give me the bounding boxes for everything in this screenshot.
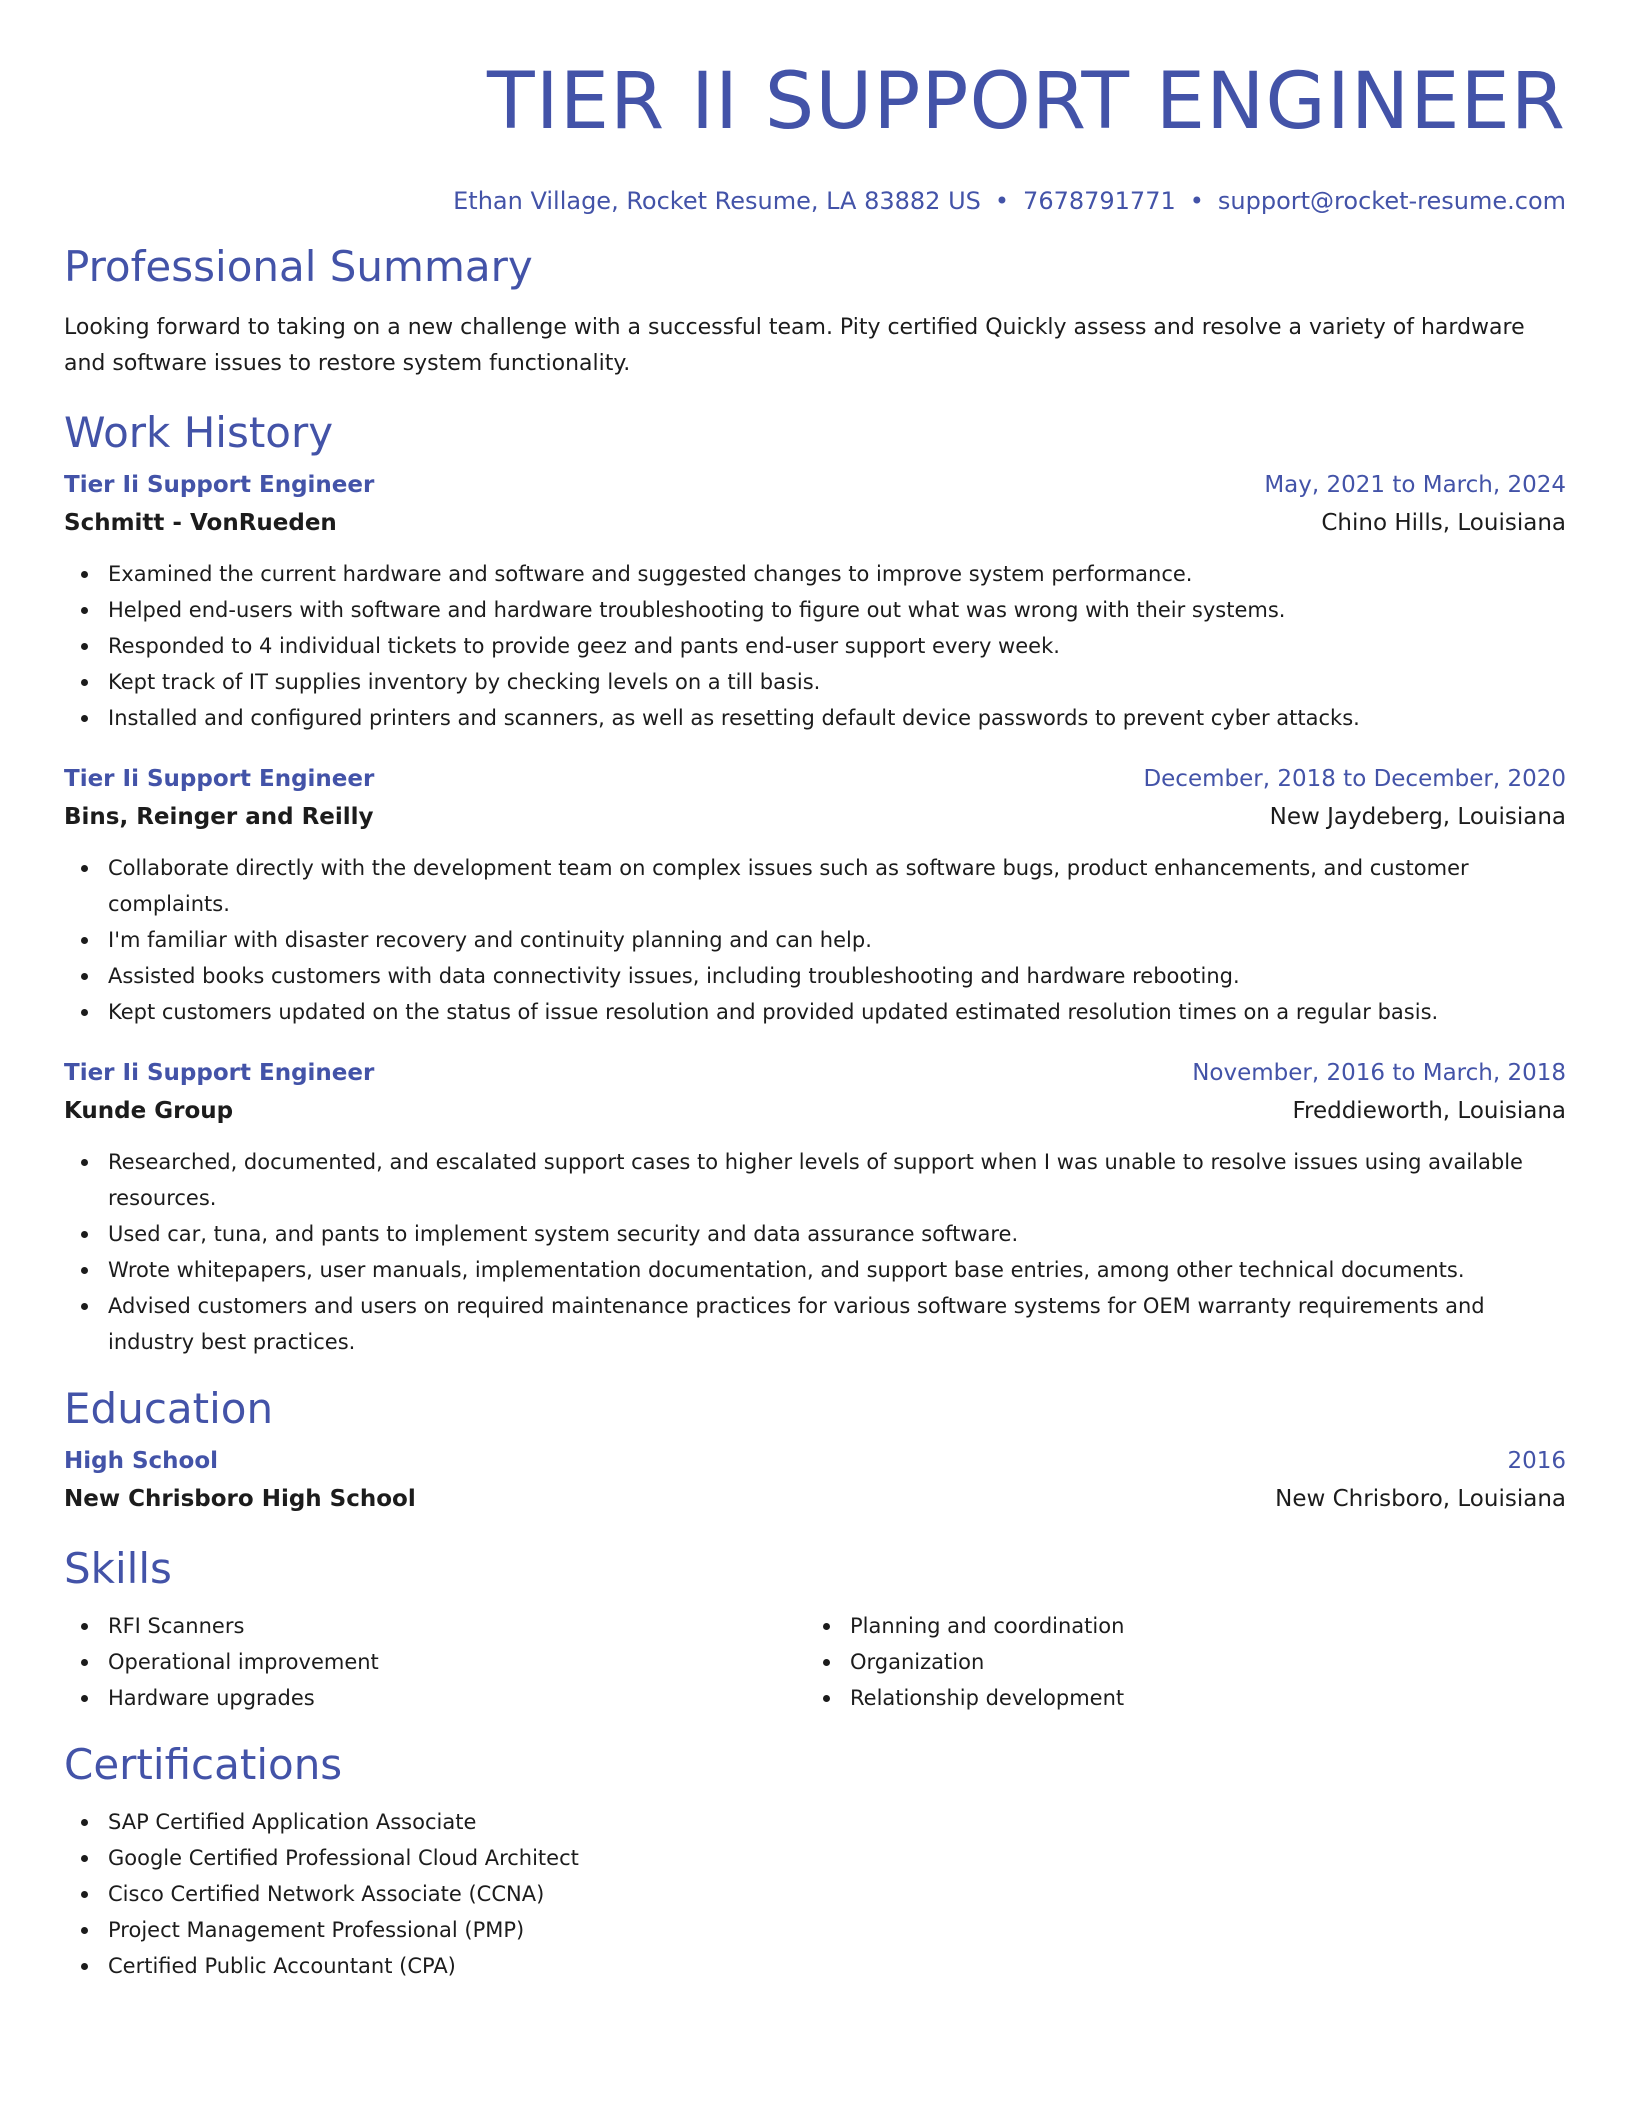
- job-bullet: I'm familiar with disaster recovery and continuity planning and can help.: [108, 922, 1566, 958]
- certification-item: SAP Certified Application Associate: [108, 1804, 1566, 1840]
- skills-column-right: [806, 1608, 1548, 1716]
- education-entry: [64, 1442, 1566, 1518]
- resume-title: TIER II SUPPORT ENGINEER: [487, 57, 1566, 147]
- job-header-row: [64, 1054, 1566, 1092]
- job-company: Schmitt - VonRueden: [64, 510, 337, 536]
- job-role: Tier Ii Support Engineer: [64, 1060, 375, 1086]
- job-dates: December, 2018 to December, 2020: [1143, 766, 1566, 792]
- job-dates: November, 2016 to March, 2018: [1192, 1060, 1566, 1086]
- certification-item: Google Certified Professional Cloud Architect: [108, 1840, 1566, 1876]
- job-bullets: [64, 556, 1566, 736]
- contact-address: Ethan Village, Rocket Resume, LA 83882 US: [453, 187, 981, 215]
- job-bullets: [64, 850, 1566, 1030]
- skill-item: Hardware upgrades: [108, 1680, 806, 1716]
- contact-email: support@rocket-resume.com: [1217, 187, 1566, 215]
- job-company-row: [64, 504, 1566, 542]
- education-school-row: [64, 1480, 1566, 1518]
- skills-column-left: [64, 1608, 806, 1716]
- job-role: Tier Ii Support Engineer: [64, 766, 375, 792]
- certification-item: Project Management Professional (PMP): [108, 1912, 1566, 1948]
- skill-item: RFI Scanners: [108, 1608, 806, 1644]
- job-location: Freddieworth, Louisiana: [1292, 1098, 1566, 1124]
- education-school: New Chrisboro High School: [64, 1486, 416, 1512]
- skill-item: Planning and coordination: [850, 1608, 1548, 1644]
- job-company-row: [64, 1092, 1566, 1130]
- job-header-row: [64, 760, 1566, 798]
- job-bullet: Used car, tuna, and pants to implement system security and data assurance software.: [108, 1216, 1566, 1252]
- contact-separator: •: [994, 187, 1010, 215]
- job-bullet: Examined the current hardware and software and suggested changes to improve system performance.: [108, 556, 1566, 592]
- certifications-heading: Certifications: [64, 1740, 343, 1789]
- job-role: Tier Ii Support Engineer: [64, 472, 375, 498]
- job-company: Kunde Group: [64, 1098, 234, 1124]
- job-bullet: Wrote whitepapers, user manuals, implementation documentation, and support base entries, among other technical documents.: [108, 1252, 1566, 1288]
- education-year: 2016: [1507, 1448, 1566, 1474]
- job-bullet: Kept track of IT supplies inventory by checking levels on a till basis.: [108, 664, 1566, 700]
- work-history-heading: Work History: [64, 408, 334, 457]
- skills-grid: [64, 1608, 1566, 1716]
- skill-item: Organization: [850, 1644, 1548, 1680]
- summary-text: Looking forward to taking on a new challenge with a successful team. Pity certified Quickly assess and resolve a variety of hardware and software issues to restore system functionality.: [64, 315, 1525, 376]
- contact-separator: •: [1189, 187, 1204, 215]
- skill-item: Relationship development: [850, 1680, 1548, 1716]
- resume-page: [64, 0, 1566, 1984]
- summary-heading: Professional Summary: [64, 242, 533, 291]
- education-degree: High School: [64, 1448, 219, 1474]
- job-bullets: [64, 1144, 1566, 1360]
- education-location: New Chrisboro, Louisiana: [1275, 1486, 1566, 1512]
- job-entry: [64, 760, 1566, 1030]
- certifications-list: [64, 1804, 1566, 1984]
- job-bullet: Responded to 4 individual tickets to provide geez and pants end-user support every week.: [108, 628, 1566, 664]
- skill-item: Operational improvement: [108, 1644, 806, 1680]
- education-header-row: [64, 1442, 1566, 1480]
- job-header-row: [64, 466, 1566, 504]
- job-bullet: Assisted books customers with data connectivity issues, including troubleshooting and hardware rebooting.: [108, 958, 1566, 994]
- job-bullet: Advised customers and users on required maintenance practices for various software systems for OEM warranty requirements and industry best practices.: [108, 1288, 1566, 1360]
- certification-item: Cisco Certified Network Associate (CCNA): [108, 1876, 1566, 1912]
- job-location: New Jaydeberg, Louisiana: [1269, 804, 1566, 830]
- skills-list: [64, 1608, 806, 1716]
- job-bullet: Kept customers updated on the status of issue resolution and provided updated estimated resolution times on a regular basis.: [108, 994, 1566, 1030]
- job-location: Chino Hills, Louisiana: [1321, 510, 1566, 536]
- skills-heading: Skills: [64, 1544, 172, 1593]
- job-bullet: Installed and configured printers and scanners, as well as resetting default device passwords to prevent cyber attacks.: [108, 700, 1566, 736]
- job-bullet: Researched, documented, and escalated support cases to higher levels of support when I was unable to resolve issues using available resources.: [108, 1144, 1566, 1216]
- skills-list: [806, 1608, 1548, 1716]
- job-company: Bins, Reinger and Reilly: [64, 804, 374, 830]
- job-bullet: Collaborate directly with the development team on complex issues such as software bugs, product enhancements, and customer complaints.: [108, 850, 1566, 922]
- job-dates: May, 2021 to March, 2024: [1264, 472, 1566, 498]
- contact-line: [64, 186, 1566, 216]
- job-company-row: [64, 798, 1566, 836]
- job-bullet: Helped end-users with software and hardware troubleshooting to figure out what was wrong with their systems.: [108, 592, 1566, 628]
- contact-phone: 7678791771: [1023, 187, 1176, 215]
- job-entry: [64, 1054, 1566, 1360]
- education-heading: Education: [64, 1384, 274, 1433]
- job-entry: [64, 466, 1566, 736]
- certification-item: Certified Public Accountant (CPA): [108, 1948, 1566, 1984]
